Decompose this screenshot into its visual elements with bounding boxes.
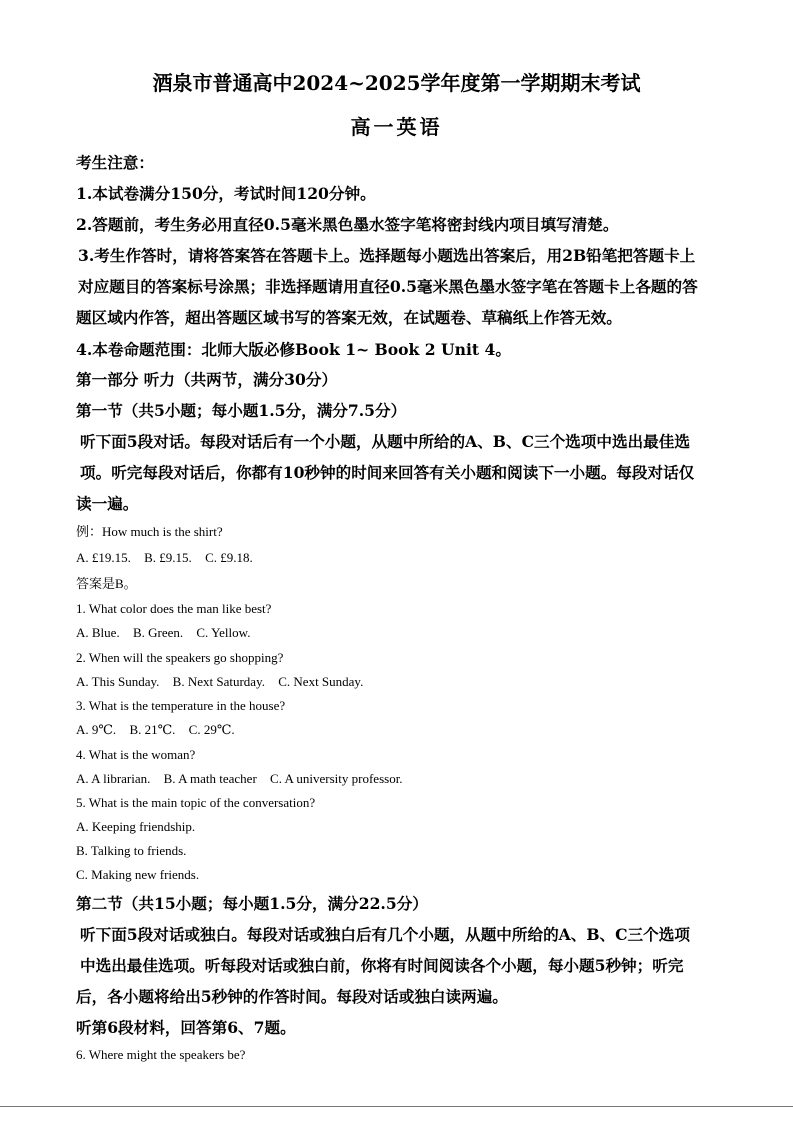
question: 3. What is the temperature in the house? [76, 698, 286, 713]
question: 1. What color does the man like best? [76, 601, 272, 616]
option: B. Talking to friends. [76, 843, 187, 858]
question: 2. When will the speakers go shopping? [76, 650, 284, 665]
notice-item: 1.本试卷满分150分，考试时间120分钟。 [76, 184, 376, 203]
notice-item: 4.本卷命题范围：北师大版必修Book 1~ Book 2 Unit 4。 [76, 340, 511, 359]
option: C. Yellow. [196, 625, 251, 640]
option: B. Next Saturday. [172, 674, 265, 689]
example-question: 例：How much is the shirt? [76, 524, 223, 539]
section2-heading: 第二节（共15小题；每小题1.5分，满分22.5分） [76, 894, 428, 913]
notice-item: 题区域内作答，超出答题区域书写的答案无效，在试题卷、草稿纸上作答无效。 [76, 308, 622, 327]
material-heading: 听第6段材料，回答第6、7题。 [76, 1018, 296, 1037]
option: A. Blue. [76, 625, 120, 640]
question: 4. What is the woman? [76, 747, 196, 762]
notice-item: 2.答题前，考生务必用直径0.5毫米黑色墨水签字笔将密封线内项目填写清楚。 [76, 215, 619, 234]
question-options [76, 770, 403, 788]
option: A. This Sunday. [76, 674, 160, 689]
section1-instruction: 听下面5段对话。每段对话后有一个小题，从题中所给的A、B、C三个选项中选出最佳选 [80, 432, 690, 451]
option: B. 21℃. [129, 722, 176, 737]
option: B. A math teacher [163, 771, 257, 786]
example-options [76, 549, 253, 567]
section2-instruction: 后，各小题将给出5秒钟的作答时间。每段对话或独白读两遍。 [76, 987, 508, 1006]
question: 5. What is the main topic of the conversation? [76, 795, 316, 810]
question-options [76, 624, 250, 642]
option: C. Next Sunday. [278, 674, 364, 689]
example-answer: 答案是B。 [76, 576, 137, 591]
section2-instruction: 听下面5段对话或独白。每段对话或独白后有几个小题，从题中所给的A、B、C三个选项 [80, 925, 690, 944]
option: B. Green. [132, 625, 184, 640]
option: A. Keeping friendship. [76, 819, 196, 834]
option: A. A librarian. [76, 771, 151, 786]
exam-title: 酒泉市普通高中2024~2025学年度第一学期期末考试 [152, 71, 641, 95]
option: C. 29℃. [188, 722, 235, 737]
section1-instruction: 读一遍。 [76, 494, 139, 513]
section1-heading: 第一节（共5小题；每小题1.5分，满分7.5分） [76, 401, 407, 420]
notice-item: 3.考生作答时，请将答案答在答题卡上。选择题每小题选出答案后，用2B铅笔把答题卡上 [78, 246, 696, 265]
notice-heading: 考生注意： [76, 153, 154, 172]
part1-heading: 第一部分 听力（共两节，满分30分） [76, 370, 338, 389]
notice-item: 对应题目的答案标号涂黑；非选择题请用直径0.5毫米黑色墨水签字笔在答题卡上各题的答 [78, 277, 698, 296]
question: 6. Where might the speakers be? [76, 1047, 246, 1062]
option: A. £19.15. [76, 550, 131, 565]
option: B. £9.15. [144, 550, 192, 565]
section1-instruction: 项。听完每段对话后，你都有10秒钟的时间来回答有关小题和阅读下一小题。每段对话仅 [80, 463, 695, 482]
subject-title: 高一英语 [350, 115, 443, 139]
option: C. £9.18. [205, 550, 253, 565]
question-options [76, 721, 235, 739]
option: C. Making new friends. [76, 867, 200, 882]
option: C. A university professor. [270, 771, 403, 786]
section2-instruction: 中选出最佳选项。听每段对话或独白前，你将有时间阅读各个小题，每小题5秒钟；听完 [80, 956, 684, 975]
question-options [76, 673, 363, 691]
page-bottom-rule [0, 1106, 793, 1107]
option: A. 9℃. [76, 722, 117, 737]
